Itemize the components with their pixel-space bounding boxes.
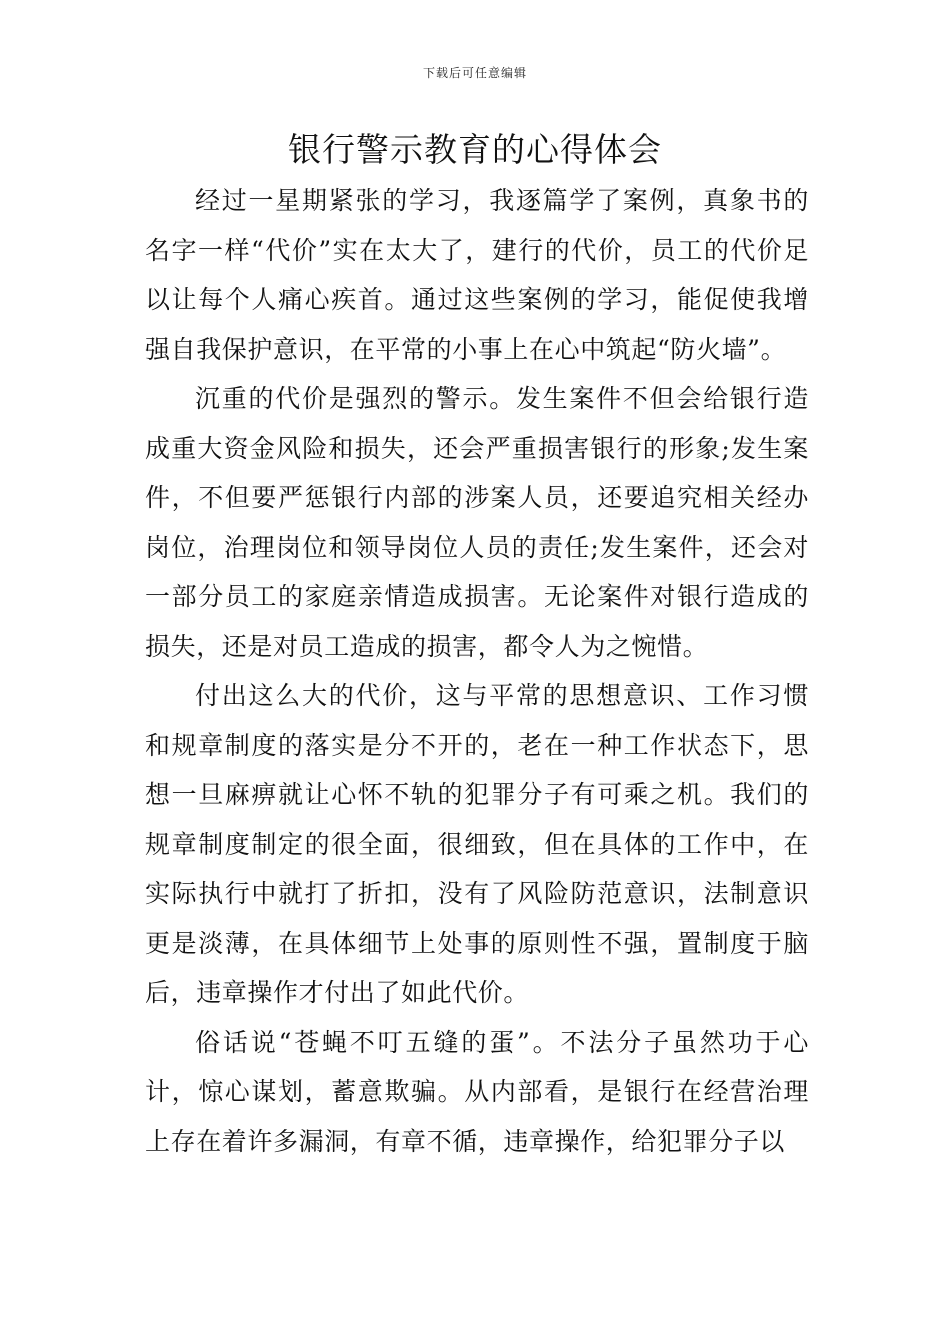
document-body <box>145 176 809 1166</box>
document-title: 银行警示教育的心得体会 <box>288 130 662 169</box>
header-note: 下载后可任意编辑 <box>422 66 527 80</box>
paragraph-3: 付出这么大的代价，这与平常的思想意识、工作习惯和规章制度的落实是分不开的，老在一种工作状态下，思想一旦麻痹就让心怀不轨的犯罪分子有可乘之机。我们的规章制度制定的很全面，很细致，但在具体的工作中，在实际执行中就打了折扣，没有了风险防范意识，法制意识更是淡薄，在具体细节上处事的原则性不强，置制度于脑后，违章操作才付出了如此代价。 <box>145 681 809 1007</box>
paragraph-2: 沉重的代价是强烈的警示。发生案件不但会给银行造成重大资金风险和损失，还会严重损害银行的形象;发生案件，不但要严惩银行内部的涉案人员，还要追究相关经办岗位，治理岗位和领导岗位人员的责任;发生案件，还会对一部分员工的家庭亲情造成损害。无论案件对银行造成的损失，还是对员工造成的损害，都令人为之惋惜。 <box>145 384 809 661</box>
paragraph-1: 经过一星期紧张的学习，我逐篇学了案例，真象书的名字一样“代价”实在太大了，建行的代价，员工的代价足以让每个人痛心疾首。通过这些案例的学习，能促使我增强自我保护意识，在平常的小事上在心中筑起“防火墙”。 <box>145 186 809 364</box>
paragraph-4: 俗话说“苍蝇不叮五缝的蛋”。不法分子虽然功于心计，惊心谋划，蓄意欺骗。从内部看，是银行在经营治理上存在着许多漏洞，有章不循，违章操作，给犯罪分子以 <box>145 1027 809 1156</box>
